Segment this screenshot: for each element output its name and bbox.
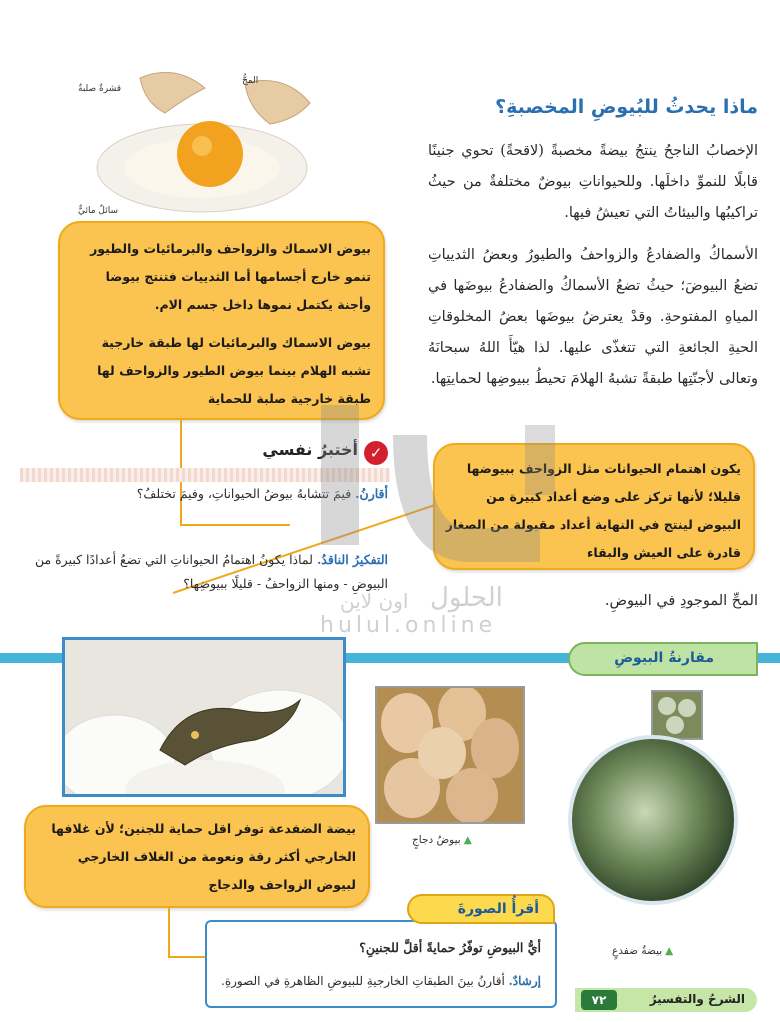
self-test-header <box>230 440 388 466</box>
frog-egg-caption: ▲بيضةُ ضفدعٍ <box>612 945 674 957</box>
connector-line <box>168 908 170 958</box>
paragraph-yolk: المحِّ الموجودِ في البيوضِ. <box>604 593 758 609</box>
hen-eggs-photo <box>375 686 525 824</box>
crocodile-hatching-photo <box>62 637 346 797</box>
caption-triangle-icon: ▲ <box>665 945 674 957</box>
watermark-brand-ar: الحلول <box>430 583 503 613</box>
fluid-label: سائلٌ مائيٌّ <box>78 206 119 216</box>
section-title: ماذا يحدثُ للبُيوضِ المخصبةِ؟ <box>495 96 758 118</box>
read-picture-hint <box>221 974 541 988</box>
question-critical-thinking <box>28 548 388 596</box>
answer-callout-picture <box>24 805 370 908</box>
frog-egg-magnified-photo <box>568 735 738 905</box>
question-critical-key: التفكيرُ الناقدُ. <box>316 552 388 567</box>
question-compare-key: أقارنُ. <box>355 486 388 501</box>
caption-triangle-icon: ▲ <box>463 834 472 846</box>
read-picture-question: أيُّ البيوضِ توفّرُ حمايةً أقلَّ للجنينِ؟ <box>359 940 541 955</box>
yolk-label: المحُّ <box>242 76 259 86</box>
watermark-brand-en: hulul.online <box>320 613 497 638</box>
hen-eggs-caption: ▲بيوضُ دجاجٍ <box>412 834 472 846</box>
question-critical-text: لماذا يكونُ اهتمامُ الحيواناتِ التي تضعُ أعدادًا كبيرةً من البيوضِ - ومنها الزواحفُ - قليلًا ببيوضِها؟ <box>34 552 388 591</box>
comparison-title: مقارنةُ البيوضِ <box>614 650 714 666</box>
frog-eggs-small-photo <box>651 690 703 740</box>
paragraph-egg-laying: الأسماكُ والضفادعُ والزواحفُ والطيورُ وبعضُ الثديياتِ تضعُ البيوضَ؛ حيثُ تضعُ الأسماكُ والضفادعُ بيوضَها في المياهِ المفتوحةِ. وقدْ يعترضُ بيوضَها بعضُ المخلوقاتِ الحيةِ الجائعةِ التي تتغذّى عليها. لذا هيّأَ اللهُ سبحانَهُ وتعالى لأجنّتِها طبقةً تشبهُ الهلامَ تحيطُ ببيوضِها لحمايتِها. <box>428 247 758 387</box>
read-picture-box <box>205 920 557 1008</box>
comparison-title-pill <box>568 642 758 676</box>
callout-b-text: يكون اهتمام الحيوانات مثل الزواحف ببيوضها قليلا؛ لأنها تركز على وضع أعداد كبيرة من البيوض لينتج في النهاية أعداد مقبولة من الصغار قادرة على العيش والبقاء <box>445 461 741 560</box>
read-picture-hint-key: إرشادٌ. <box>508 974 541 988</box>
page-footer <box>575 988 757 1012</box>
page-number: ٧٢ <box>581 990 617 1010</box>
egg-diagram <box>70 58 330 228</box>
answer-callout-critical <box>433 443 755 570</box>
paragraph-intro: الإخصابُ الناجحُ ينتجُ بيضةً مخصبةً (لاقحةً) تحوي جنينًا قابلًا للنموِّ داخلَها. وللحيواناتِ بيوضٌ مختلفةٌ من حيثُ تراكيبُها والبيئاتُ التي تعيشُ فيها. <box>428 143 758 221</box>
self-test-band <box>20 468 390 482</box>
read-picture-title: أقرأُ الصورةَ <box>457 901 539 917</box>
callout-a-text-2: بيوض الاسماك والبرمائيات لها طبقة خارجية تشبه الهلام بينما بيوض الطيور والزواحف لها طبقة خارجية صلبة للحماية <box>97 335 371 406</box>
watermark-brand-ar2: اون لاين <box>340 589 409 613</box>
question-compare <box>28 482 388 506</box>
read-picture-tab <box>407 894 555 924</box>
callout-a-text-1: بيوض الاسماك والزواحف والبرمائيات والطيور تنمو خارج أجسامها أما الثدييات فتنتج بيوضا وأجنة يكتمل نموها داخل جسم الام. <box>90 241 371 312</box>
self-test-title: أختبرُ نفسي <box>262 440 358 459</box>
checkmark-icon: ✓ <box>364 441 388 465</box>
callout-c-text: بيضة الضفدعة توفر اقل حماية للجنين؛ لأن غلافها الخارجي أكثر رقة ونعومة من الغلاف الخارجي لبيوض الزواحف والدجاج <box>51 821 356 892</box>
answer-callout-compare <box>58 221 385 420</box>
question-compare-text: فيمَ تتشابهُ بيوضُ الحيواناتِ، وفيمَ تختلفُ؟ <box>136 486 356 501</box>
footer-label: الشرحُ والتفسيرُ <box>649 992 745 1006</box>
shell-label: قشرةٌ صلبةٌ <box>78 84 122 94</box>
read-picture-hint-text: أقارنُ بينَ الطبقاتِ الخارجيةِ للبيوضِ الظاهرةِ في الصورةِ. <box>221 974 509 988</box>
